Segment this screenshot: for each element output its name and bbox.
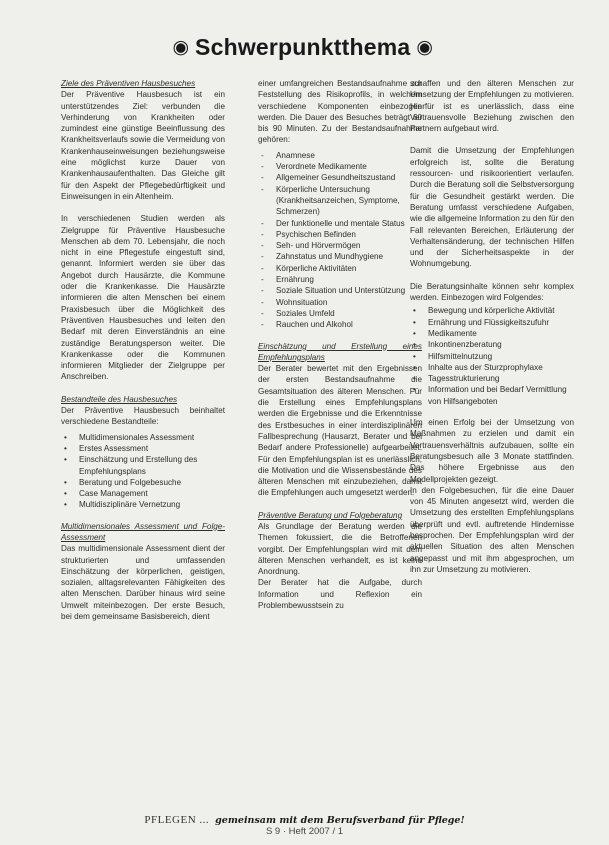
paragraph: Der Berater bewertet mit den Ergebnissen der ersten Bestandsaufnahme die Gesamtsituation des älteren Menschen. Für die Erstellung eines Empfehlungsplans werden die Ergebnisse und die Erkenntnisse des Erstbesuches in einer interdisziplinären Fallbesprechung (Hausarzt, Berater und bei Bedarf andere Professionelle) aufgearbeitet. Für den Empfehlungsplan ist es unerlässlich, die Motivation und die Wissensbestände des älteren Menschen mit einzubeziehen, damit die Empfehlungen auch umgesetzt werden.: [258, 364, 422, 498]
list-item: - Soziale Situation und Unterstützung: [258, 285, 422, 296]
paragraph: Damit die Umsetzung der Empfehlungen erfolgreich ist, sollte die Beratung ressourcen- und risikoorientiert verlaufen. Durch die Beratung soll die Selbstversorgung für die Gesundheit gestärkt werden. Die Beratung umfasst verschiedene Aufgaben, wie die allgemeine Information zu den für den Fall relevanten Bereichen, Erläuterung der Verhaltensänderung, der technischen Hilfen und der Sicherheitsaspekte in der Wohnumgebung.: [410, 146, 574, 269]
emblem-right-icon: ◉: [416, 36, 433, 58]
list-item: - Wohnsituation: [258, 297, 422, 308]
footer-brand: PFLEGEN ...: [144, 814, 210, 826]
list-item: • Multidisziplinäre Vernetzung: [61, 499, 225, 510]
list-item: • Inkontinenzberatung: [410, 339, 574, 350]
paragraph: Der Berater hat die Aufgabe, durch Information und Reflexion ein Problembewusstsein zu: [258, 578, 422, 611]
list-item: • Bewegung und körperliche Aktivität: [410, 305, 574, 316]
list-item: - Psychischen Befinden: [258, 229, 422, 240]
paragraph: Als Grundlage der Beratung werden die Themen fokussiert, die die Betroffenen vorgibt. Der Empfehlungsplan wird mit dem älteren Menschen verhandelt, es ist keine Anordnung.: [258, 521, 422, 577]
list-item: - Ernährung: [258, 274, 422, 285]
list-item: • Inhalte aus der Sturzprophylaxe: [410, 362, 574, 373]
section-heading: Multidimensionales Assessment und Folge-Assessment: [61, 521, 225, 542]
section-heading: Einschätzung und Erstellung eines Empfehlungsplans: [258, 341, 422, 362]
paragraph: In verschiedenen Studien werden als Zielgruppe für Präventive Hausbesuche Menschen ab dem 70. Lebensjahr, die noch nicht in eine Pflegestufe eingestuft sind, genannt. Informiert werden sie über das Angebot durch Hausärzte, die Kommune oder die Krankenkasse. Die Hausärzte informieren die alten Menschen bei einem Praxisbesuch über die Möglichkeit des Präventiven Hausbesuches und leiten den Bedarf mit deren Einverständnis an eine zuständige Beratungsperson weiter. Die Krankenkasse oder die Kommunen informieren Mitglieder der Zielgruppe per Anschreiben.: [61, 214, 225, 382]
bullet-list: [410, 305, 574, 407]
list-item: • Beratung und Folgebesuche: [61, 477, 225, 488]
page-title: Schwerpunktthema: [195, 33, 411, 60]
paragraph: Der Präventive Hausbesuch beinhaltet verschiedene Bestandteile:: [61, 406, 225, 427]
section-heading: Bestandteile des Hausbesuches: [61, 394, 178, 404]
paragraph: einer umfangreichen Bestandsaufnahme zur Feststellung des Risikoprofils, in welchem verschiedene Komponenten einbezogen werden. Die Dauer des Besuches beträgt 60 bis 90 Minuten. Zu der Bestandsaufnahme gehören:: [258, 79, 422, 145]
list-item: • Erstes Assessment: [61, 443, 225, 454]
column-2: [258, 78, 422, 622]
list-item: - Allgemeiner Gesundheitszustand: [258, 172, 422, 183]
section-heading: Ziele des Präventiven Hausbesuches: [61, 79, 196, 88]
paragraph: Die Beratungsinhalte können sehr komplex werden. Einbezogen wird Folgendes:: [410, 281, 574, 303]
list-item: - Soziales Umfeld: [258, 308, 422, 319]
footer-slogan: gemeinsam mit dem Berufsverband für Pflege!: [215, 814, 465, 826]
column-3: [410, 78, 574, 586]
list-item: • Hilfsmittelnutzung: [410, 351, 574, 362]
list-item: • Ernährung und Flüssigkeitszufuhr: [410, 317, 574, 328]
bullet-list: [61, 432, 225, 511]
list-item: - Seh- und Hörvermögen: [258, 240, 422, 251]
list-item: • Information und bei Bedarf Vermittlung von Hilfsangeboten: [410, 384, 574, 407]
paragraph: Das multidimensionale Assessment dient der strukturierten und umfassenden Einschätzung der körperlichen, geistigen, sozialen, alltagsrelevanten Fähigkeiten des alten Menschen. Darüber hinaus wird seine Umwelt miteinbezogen. Der erste Besuch, bei dem gemeinsame Basisbereich, dient: [61, 544, 225, 622]
list-item: • Case Management: [61, 488, 225, 499]
list-item: - Körperliche Untersuchung (Krankheitsanzeichen, Symptome, Schmerzen): [258, 184, 422, 218]
paragraph: schaffen und den älteren Menschen zur Umsetzung der Empfehlungen zu motivieren. Hierfür ist es unerlässlich, dass eine Vertrauensvolle Beziehung zwischen den Partnern aufgebaut wird.: [410, 79, 574, 134]
paragraph: Der Präventive Hausbesuch ist ein unterstützendes Ziel: verbunden die Verhinderung von Krankheiten oder zumindest eine günstige Beeinflussung des Krankheitsverlaufs sowie die Vermeidung von Krankenhauseinweisungen beziehungsweise eine möglichst kurze Dauer von Krankenhausaufenthalten. Das Gleiche gilt für den Aspekt der Pflegebedürftigkeit und Einweisungen in ein Altenheim.: [61, 90, 225, 201]
list-item: • Einschätzung und Erstellung des Empfehlungsplans: [61, 454, 225, 477]
list-item: - Verordnete Medikamente: [258, 161, 422, 172]
list-item: - Anamnese: [258, 150, 422, 161]
list-item: - Zahnstatus und Mundhygiene: [258, 251, 422, 262]
paragraph: In den Folgebesuchen, für die eine Dauer von 45 Minuten angesetzt wird, werden die Umsetzung des erstellten Empfehlungsplans überprüft und evtl. auftretende Hindernisse besprochen. Der Empfehlungsplan wird der aktuellen Situation des alten Menschen angepasst und mit ihm abgesprochen, um ihn zur Umsetzung zu motivieren.: [410, 485, 574, 574]
page-header: [0, 32, 609, 62]
page-number: S 9 · Heft 2007 / 1: [265, 826, 344, 837]
list-item: - Körperliche Aktivitäten: [258, 263, 422, 274]
list-item: • Tagesstrukturierung: [410, 373, 574, 384]
list-item: - Rauchen und Alkohol: [258, 319, 422, 330]
column-1: [61, 78, 225, 633]
section-heading: Präventive Beratung und Folgeberatung: [258, 510, 403, 520]
dash-list: [258, 150, 422, 331]
emblem-left-icon: ◉: [172, 36, 190, 58]
list-item: - Der funktionelle und mentale Status: [258, 218, 422, 229]
list-item: • Medikamente: [410, 328, 574, 339]
list-item: • Multidimensionales Assessment: [61, 432, 225, 443]
paragraph: Um einen Erfolg bei der Umsetzung von Maßnahmen zu erzielen und damit ein Vertrauensverhältnis aufzubauen, sollte ein Beratungsbesuch alle 3 Monate stattfinden. Das höhere Ergebnisse aus den Modellprojekten gezeigt.: [410, 418, 574, 484]
